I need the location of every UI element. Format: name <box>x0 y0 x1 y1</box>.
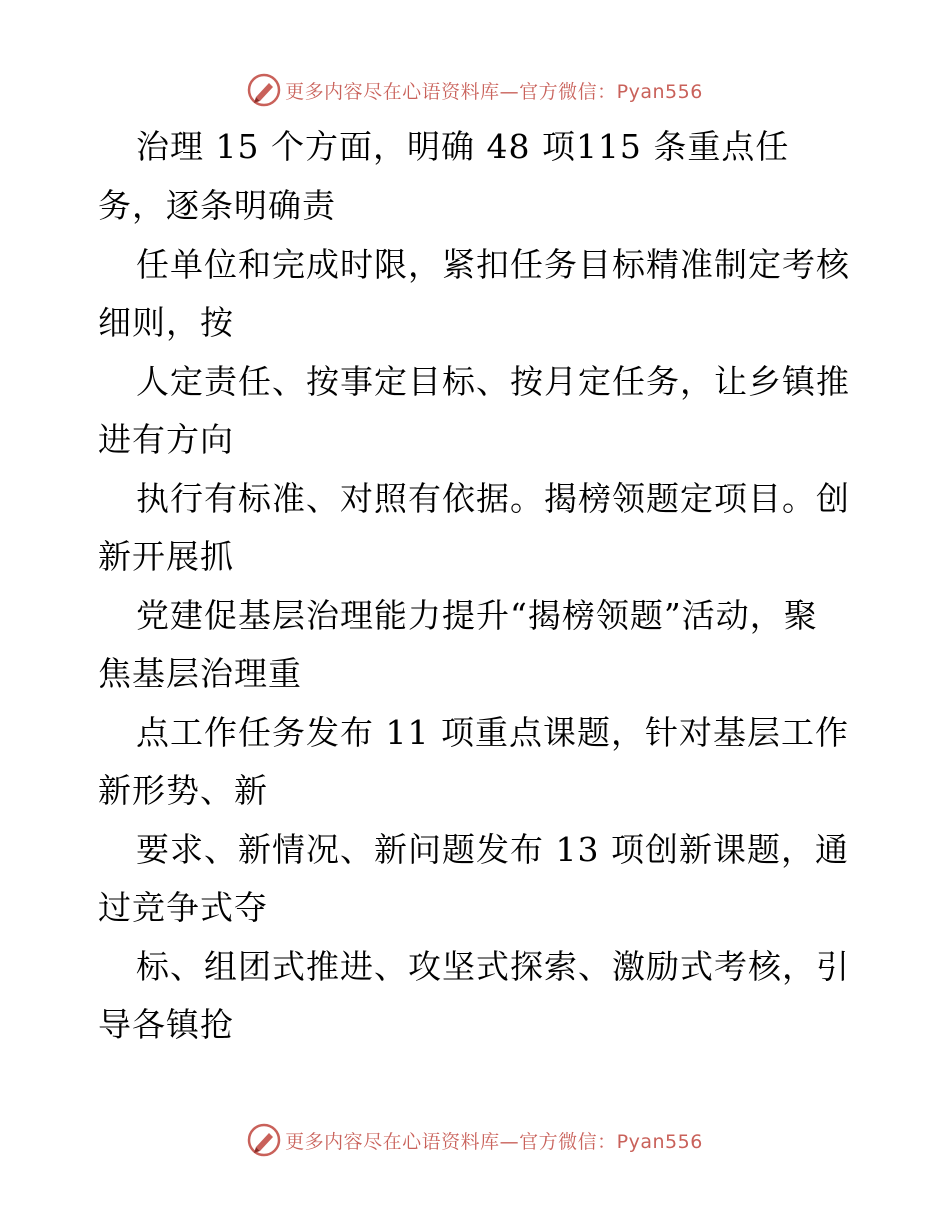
text-line: 导各镇抢 <box>98 1005 234 1044</box>
text-line: 执行有标准、对照有依据。揭榜领题定项目。创 <box>136 479 850 518</box>
text-line: 新开展抓 <box>98 537 234 576</box>
text-line: 点工作任务发布 11 项重点课题，针对基层工作 <box>136 713 849 752</box>
pen-logo-icon <box>247 1123 281 1157</box>
text-line: 焦基层治理重 <box>98 654 302 693</box>
watermark-text: 更多内容尽在心语资料库—官方微信：Pyan556 <box>285 80 703 103</box>
text-line: 务，逐条明确责 <box>98 186 336 225</box>
text-line: 新形势、新 <box>98 771 268 810</box>
watermark-text: 更多内容尽在心语资料库—官方微信：Pyan556 <box>285 1130 703 1153</box>
text-line: 任单位和完成时限，紧扣任务目标精准制定考核 <box>136 245 850 284</box>
text-line: 细则，按 <box>98 303 234 342</box>
text-line: 进有方向 <box>98 420 234 459</box>
text-line: 人定责任、按事定目标、按月定任务，让乡镇推 <box>136 362 850 401</box>
footer-watermark <box>0 1120 950 1160</box>
text-line: 标、组团式推进、攻坚式探索、激励式考核，引 <box>136 947 850 986</box>
header-watermark <box>0 70 950 110</box>
text-line: 治理 15 个方面，明确 48 项115 条重点任 <box>136 127 790 166</box>
text-line: 党建促基层治理能力提升“揭榜领题”活动，聚 <box>136 596 818 635</box>
text-line: 过竞争式夺 <box>98 888 268 927</box>
text-line: 要求、新情况、新问题发布 13 项创新课题，通 <box>136 830 849 869</box>
pen-logo-icon <box>247 73 281 107</box>
